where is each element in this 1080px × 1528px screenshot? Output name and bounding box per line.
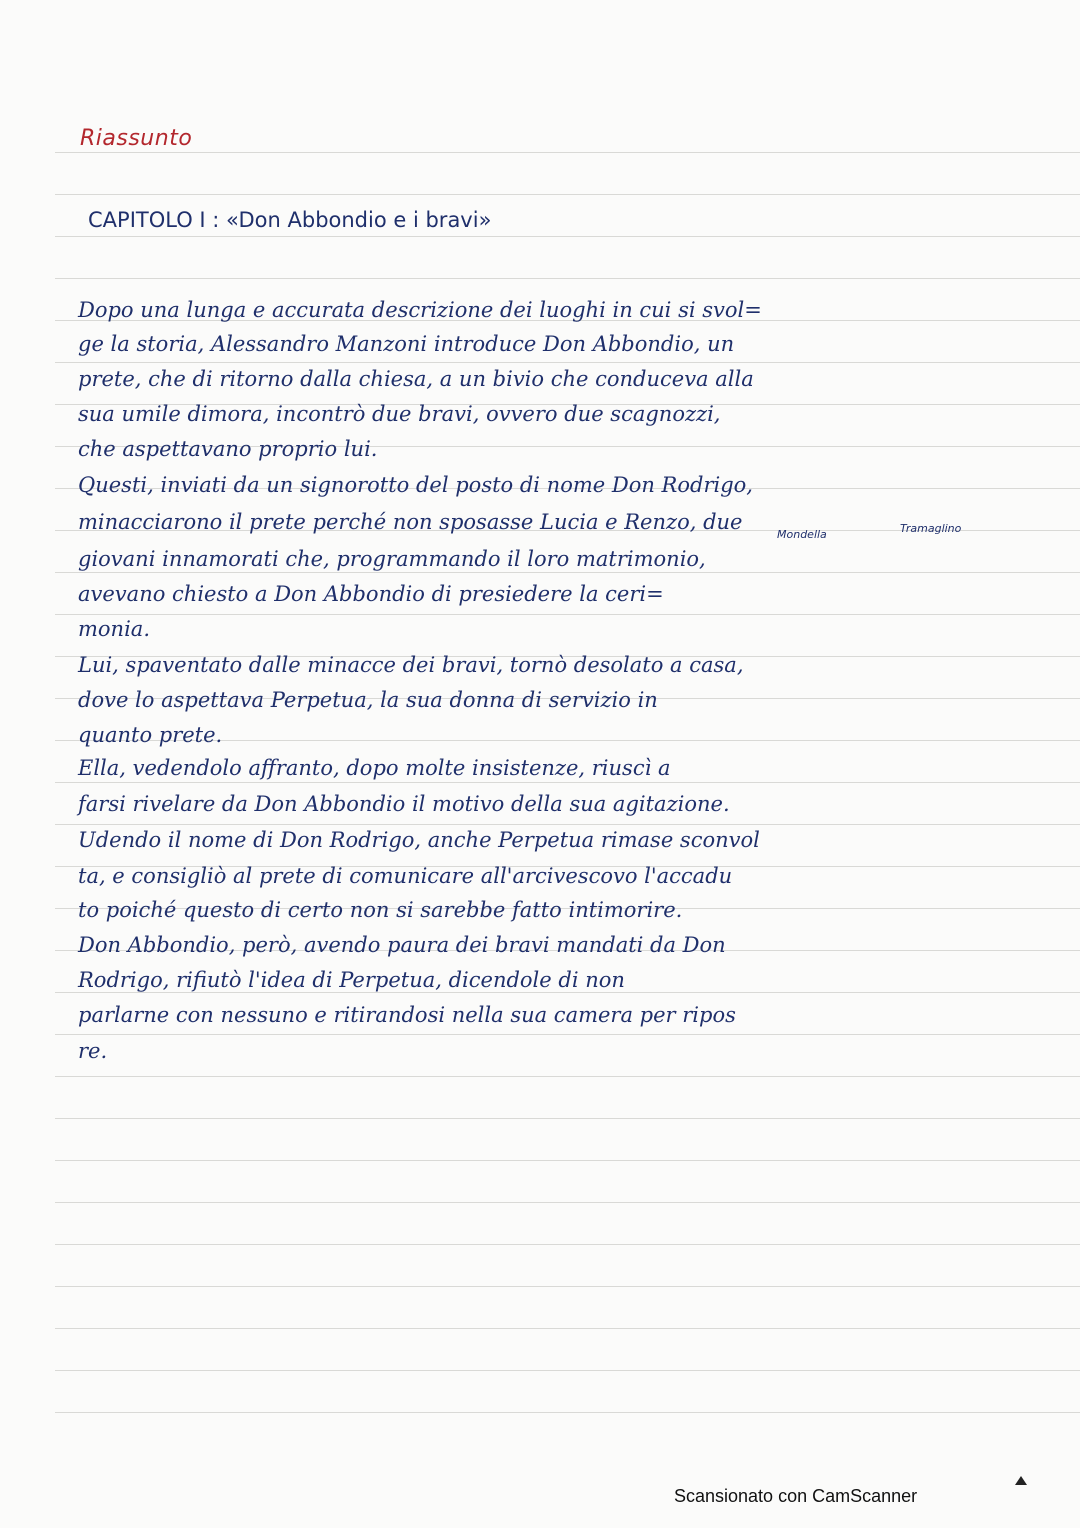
text-line: giovani innamorati che, programmando il loro matrimonio, bbox=[78, 547, 706, 571]
summary-heading: Riassunto bbox=[80, 126, 193, 151]
annotation-mondella: Mondella bbox=[777, 528, 827, 541]
text-line: Don Abbondio, però, avendo paura dei bravi mandati da Don bbox=[78, 933, 726, 957]
rule-line bbox=[55, 1118, 1080, 1119]
rule-line bbox=[55, 1370, 1080, 1371]
text-line: sua umile dimora, incontrò due bravi, ovvero due scagnozzi, bbox=[78, 402, 721, 426]
text-line: ge la storia, Alessandro Manzoni introduce Don Abbondio, un bbox=[78, 332, 735, 356]
triangle-icon bbox=[1015, 1476, 1027, 1485]
text-line: Questi, inviati da un signorotto del posto di nome Don Rodrigo, bbox=[78, 473, 753, 497]
text-line: Ella, vedendolo affranto, dopo molte insistenze, riuscì a bbox=[78, 756, 671, 780]
rule-line bbox=[55, 1412, 1080, 1413]
text-line: che aspettavano proprio lui. bbox=[78, 437, 378, 461]
text-line: re. bbox=[78, 1039, 108, 1063]
rule-line bbox=[55, 1160, 1080, 1161]
text-line: ta, e consigliò al prete di comunicare all'arcivescovo l'accadu bbox=[78, 864, 733, 888]
text-line: monia. bbox=[78, 617, 150, 641]
rule-line bbox=[55, 1076, 1080, 1077]
text-line: to poiché questo di certo non si sarebbe fatto intimorire. bbox=[78, 898, 683, 922]
rule-line bbox=[55, 1286, 1080, 1287]
text-line: Lui, spaventato dalle minacce dei bravi, tornò desolato a casa, bbox=[78, 653, 744, 677]
text-line: Udendo il nome di Don Rodrigo, anche Perpetua rimase sconvol bbox=[78, 828, 760, 852]
annotation-tramaglino: Tramaglino bbox=[900, 522, 962, 535]
rule-line bbox=[55, 194, 1080, 195]
chapter-title: CAPITOLO I : «Don Abbondio e i bravi» bbox=[88, 208, 492, 232]
rule-line bbox=[55, 1328, 1080, 1329]
rule-line bbox=[55, 278, 1080, 279]
rule-line bbox=[55, 152, 1080, 153]
text-line: dove lo aspettava Perpetua, la sua donna di servizio in bbox=[78, 688, 658, 712]
text-line: prete, che di ritorno dalla chiesa, a un bivio che conduceva alla bbox=[78, 367, 754, 391]
rule-line bbox=[55, 1202, 1080, 1203]
text-line: Rodrigo, rifiutò l'idea di Perpetua, dicendole di non bbox=[78, 968, 625, 992]
text-line: Dopo una lunga e accurata descrizione dei luoghi in cui si svol= bbox=[78, 298, 762, 322]
text-line: avevano chiesto a Don Abbondio di presiedere la ceri= bbox=[78, 582, 664, 606]
scanner-watermark: Scansionato con CamScanner bbox=[674, 1486, 918, 1506]
text-line: minacciarono il prete perché non sposasse Lucia e Renzo, due bbox=[78, 510, 743, 534]
text-line: parlarne con nessuno e ritirandosi nella sua camera per ripos bbox=[78, 1003, 736, 1027]
text-line: quanto prete. bbox=[78, 723, 223, 747]
rule-line bbox=[55, 236, 1080, 237]
text-line: farsi rivelare da Don Abbondio il motivo della sua agitazione. bbox=[78, 792, 730, 816]
rule-line bbox=[55, 1244, 1080, 1245]
